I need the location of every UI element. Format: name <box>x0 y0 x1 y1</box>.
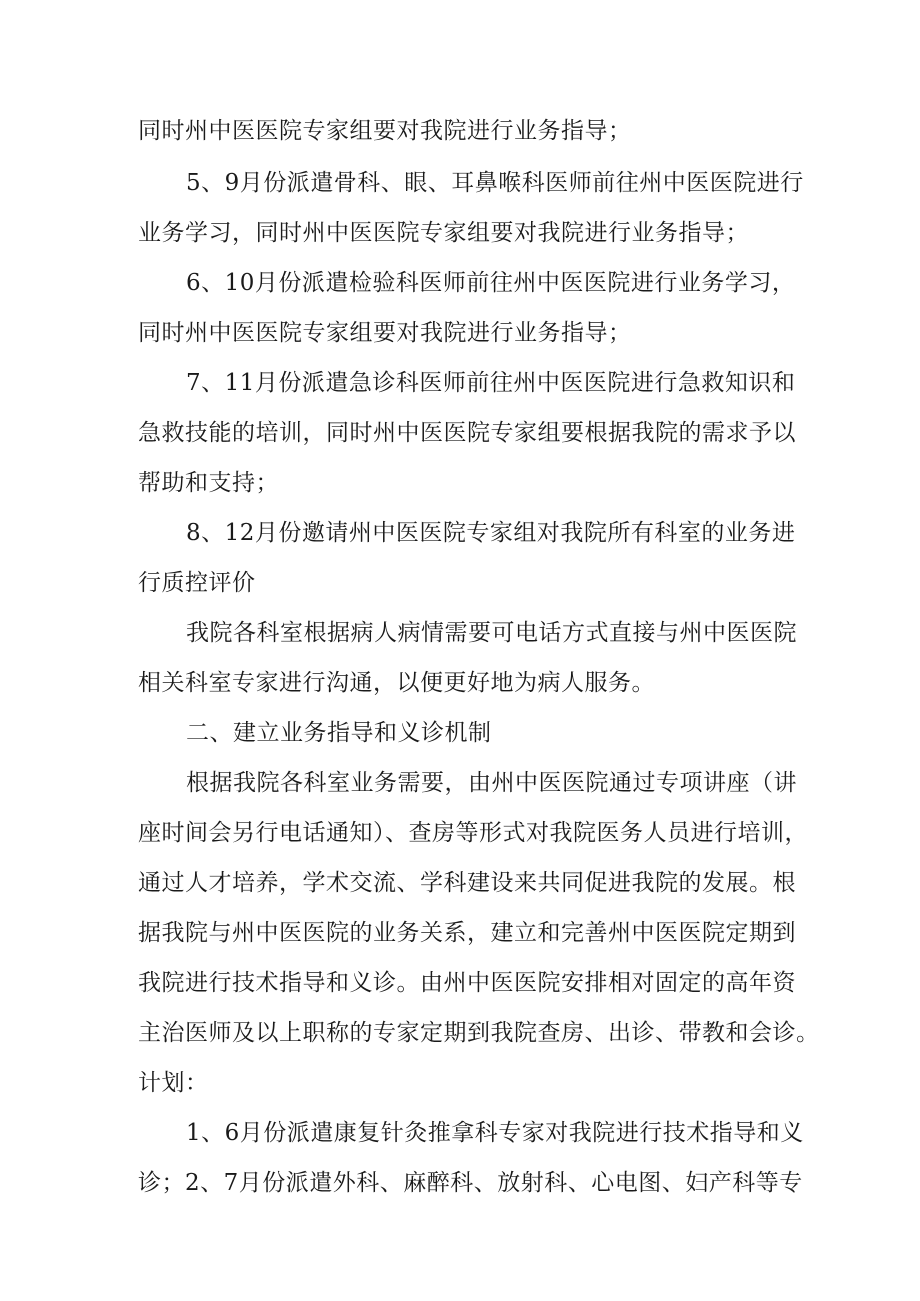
text-line: 6、10月份派遣检验科医师前往州中医医院进行业务学习， <box>186 270 796 296</box>
text-line: 计划： <box>138 1070 209 1096</box>
text-line: 诊；2、7月份派遣外科、麻醉科、放射科、心电图、妇产科等专 <box>138 1170 803 1196</box>
text-line: 7、11月份派遣急诊科医师前往州中医医院进行急救知识和 <box>186 370 796 396</box>
section-heading: 二、建立业务指导和义诊机制 <box>186 720 492 746</box>
text-line: 我院各科室根据病人病情需要可电话方式直接与州中医医院 <box>186 620 797 646</box>
text-line: 1、6月份派遣康复针灸推拿科专家对我院进行技术指导和义 <box>186 1120 804 1146</box>
text-line: 业务学习，同时州中医医院专家组要对我院进行业务指导； <box>138 220 749 246</box>
text-line: 通过人才培养，学术交流、学科建设来共同促进我院的发展。根 <box>138 870 796 896</box>
text-line: 同时州中医医院专家组要对我院进行业务指导； <box>138 118 632 144</box>
text-line: 同时州中医医院专家组要对我院进行业务指导； <box>138 320 632 346</box>
text-line: 急救技能的培训，同时州中医医院专家组要根据我院的需求予以 <box>138 420 796 446</box>
text-line: 根据我院各科室业务需要，由州中医医院通过专项讲座（讲 <box>186 770 797 796</box>
text-line: 据我院与州中医医院的业务关系，建立和完善州中医医院定期到 <box>138 920 796 946</box>
text-line: 帮助和支持； <box>138 470 279 496</box>
text-line: 8、12月份邀请州中医医院专家组对我院所有科室的业务进 <box>186 520 796 546</box>
text-line: 主治医师及以上职称的专家定期到我院查房、出诊、带教和会诊。 <box>138 1020 820 1046</box>
text-line: 我院进行技术指导和义诊。由州中医医院安排相对固定的高年资 <box>138 970 796 996</box>
text-line: 行质控评价 <box>138 570 256 596</box>
text-line: 相关科室专家进行沟通，以便更好地为病人服务。 <box>138 670 655 696</box>
text-line: 5、9月份派遣骨科、眼、耳鼻喉科医师前往州中医医院进行 <box>186 170 804 196</box>
text-line: 座时间会另行电话通知）、查房等形式对我院医务人员进行培训， <box>138 820 808 846</box>
